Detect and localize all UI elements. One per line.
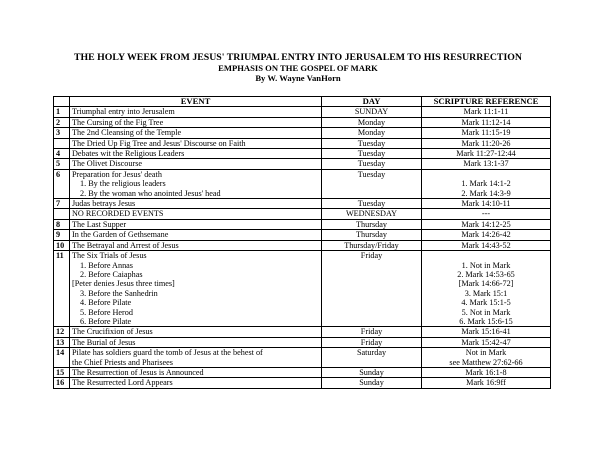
- scripture-line: Mark 11:27-12:44: [456, 149, 516, 159]
- event-cell: [70, 117, 322, 127]
- day-line: [324, 179, 419, 188]
- day-cell: [322, 169, 422, 198]
- event-line: NO RECORDED EVENTS: [72, 209, 164, 219]
- day-line: Monday: [357, 117, 386, 127]
- day-cell: [322, 327, 422, 337]
- scripture-line: 6. Mark 15:6-15: [459, 316, 513, 326]
- row-number: 9: [54, 230, 70, 240]
- day-line: [324, 261, 419, 270]
- table-row: [54, 337, 551, 347]
- scripture-cell: [422, 348, 551, 368]
- row-number: 16: [54, 378, 70, 388]
- scripture-line: Mark 11:15-19: [461, 128, 511, 138]
- row-number: 10: [54, 240, 70, 250]
- day-cell: [322, 219, 422, 229]
- day-line: [324, 289, 419, 298]
- document-header: [0, 52, 596, 83]
- event-line: Pilate has soldiers guard the tomb of Jesus at the behest of: [72, 348, 263, 358]
- day-line: SUNDAY: [354, 107, 389, 117]
- event-line: The Crucifixion of Jesus: [72, 327, 153, 337]
- event-line: Preparation for Jesus' death: [72, 169, 162, 179]
- day-cell: [322, 107, 422, 117]
- event-line: The Olivet Discourse: [72, 159, 143, 169]
- day-line: Sunday: [359, 367, 384, 377]
- event-line: The Dried Up Fig Tree and Jesus' Discourse on Faith: [72, 138, 246, 148]
- day-line: [324, 308, 419, 317]
- day-cell: [322, 209, 422, 219]
- column-header-day: DAY: [322, 97, 422, 107]
- event-line: The Last Supper: [72, 219, 127, 229]
- scripture-line: Mark 14:10-11: [461, 199, 511, 209]
- scripture-cell: [422, 159, 551, 169]
- row-number: 1: [54, 107, 70, 117]
- document-title: THE HOLY WEEK FROM JESUS' TRIUMPAL ENTRY INTO JERUSALEM TO HIS RESURRECTION: [74, 52, 522, 63]
- table-row: [54, 240, 551, 250]
- scripture-cell: [422, 240, 551, 250]
- scripture-line: [Mark 14:66-72]: [458, 279, 514, 289]
- day-cell: [322, 230, 422, 240]
- day-line: Tuesday: [357, 138, 386, 148]
- scripture-line: Mark 11:1-11: [463, 107, 509, 117]
- day-line: Friday: [360, 251, 383, 261]
- table-header-row: [54, 97, 551, 107]
- column-header-number: [54, 97, 70, 107]
- table-row: [54, 199, 551, 209]
- event-cell: [70, 327, 322, 337]
- event-line: 5. Before Herod: [80, 307, 133, 317]
- event-line: In the Garden of Gethsemane: [72, 230, 169, 240]
- event-line: [Peter denies Jesus three times]: [72, 279, 175, 289]
- scripture-line: Mark 14:43-52: [461, 240, 511, 250]
- day-cell: [322, 378, 422, 388]
- day-line: WEDNESDAY: [345, 209, 398, 219]
- row-number: 3: [54, 128, 70, 138]
- day-cell: [322, 149, 422, 159]
- day-line: [324, 189, 419, 198]
- day-cell: [322, 117, 422, 127]
- scripture-line: Mark 15:42-47: [461, 337, 511, 347]
- day-line: [324, 317, 419, 326]
- scripture-line: Mark 15:16-41: [461, 327, 511, 337]
- event-cell: [70, 367, 322, 377]
- event-line: 6. Before Pilate: [80, 316, 132, 326]
- row-number: 12: [54, 327, 70, 337]
- row-number: [54, 138, 70, 148]
- event-line: Debates wit the Religious Leaders: [72, 149, 185, 159]
- row-number: 4: [54, 149, 70, 159]
- event-line: 1. By the religious leaders: [80, 179, 166, 189]
- event-cell: [70, 199, 322, 209]
- row-number: 8: [54, 219, 70, 229]
- table-row: [54, 159, 551, 169]
- day-line: [324, 279, 419, 288]
- day-cell: [322, 128, 422, 138]
- event-cell: [70, 169, 322, 198]
- day-line: Tuesday: [357, 159, 386, 169]
- scripture-line: see Matthew 27:62-66: [449, 357, 523, 367]
- scripture-line: Mark 16:1-8: [465, 367, 507, 377]
- event-line: 2. Before Caiaphas: [80, 269, 143, 279]
- scripture-cell: [422, 128, 551, 138]
- scripture-line: [424, 170, 548, 179]
- scripture-cell: [422, 149, 551, 159]
- scripture-line: Mark 11:12-14: [461, 117, 511, 127]
- table-row: [54, 251, 551, 327]
- row-number: 6: [54, 169, 70, 198]
- table-row: [54, 230, 551, 240]
- scripture-line: 2. Mark 14:3-9: [461, 188, 511, 198]
- table-row: [54, 378, 551, 388]
- day-cell: [322, 159, 422, 169]
- row-number: 15: [54, 367, 70, 377]
- day-cell: [322, 348, 422, 368]
- scripture-line: 1. Not in Mark: [461, 260, 511, 270]
- event-cell: [70, 230, 322, 240]
- event-line: 1. Before Annas: [80, 260, 133, 270]
- event-cell: [70, 128, 322, 138]
- column-header-scripture: SCRIPTURE REFERENCE: [422, 97, 551, 107]
- scripture-line: Mark 16:9ff: [466, 378, 506, 388]
- day-line: Friday: [360, 327, 383, 337]
- scripture-cell: [422, 138, 551, 148]
- row-number: 11: [54, 251, 70, 327]
- event-cell: [70, 219, 322, 229]
- event-line: 2. By the woman who anointed Jesus' head: [80, 188, 221, 198]
- table-row: [54, 367, 551, 377]
- scripture-cell: [422, 107, 551, 117]
- scripture-line: 2. Mark 14:53-65: [457, 269, 515, 279]
- document-author: By W. Wayne VanHorn: [255, 73, 341, 83]
- table-row: [54, 107, 551, 117]
- day-line: Thursday/Friday: [344, 240, 399, 250]
- table-row: [54, 169, 551, 198]
- event-line: The Betrayal and Arrest of Jesus: [72, 240, 179, 250]
- event-line: 3. Before the Sanhedrin: [80, 288, 158, 298]
- event-cell: [70, 348, 322, 368]
- day-line: Thursday: [356, 219, 387, 229]
- scripture-cell: [422, 230, 551, 240]
- event-cell: [70, 251, 322, 327]
- scripture-line: [424, 251, 548, 260]
- scripture-line: 5. Not in Mark: [461, 307, 511, 317]
- scripture-cell: [422, 219, 551, 229]
- table-row: [54, 327, 551, 337]
- row-number: 2: [54, 117, 70, 127]
- scripture-cell: [422, 251, 551, 327]
- table-row: [54, 138, 551, 148]
- event-line: 4. Before Pilate: [80, 298, 132, 308]
- event-line: The Six Trials of Jesus: [72, 251, 147, 261]
- table-row: [54, 219, 551, 229]
- event-line: The Cursing of the Fig Tree: [72, 117, 164, 127]
- day-line: Tuesday: [357, 149, 386, 159]
- scripture-cell: [422, 337, 551, 347]
- day-line: Tuesday: [357, 199, 386, 209]
- event-cell: [70, 337, 322, 347]
- event-cell: [70, 138, 322, 148]
- table-row: [54, 117, 551, 127]
- day-cell: [322, 199, 422, 209]
- scripture-cell: [422, 117, 551, 127]
- event-line: The Resurrection of Jesus is Announced: [72, 367, 204, 377]
- day-cell: [322, 138, 422, 148]
- event-line: Triumphal entry into Jerusalem: [72, 107, 175, 117]
- row-number: 14: [54, 348, 70, 368]
- event-cell: [70, 378, 322, 388]
- scripture-cell: [422, 209, 551, 219]
- row-number: [54, 209, 70, 219]
- event-cell: [70, 209, 322, 219]
- event-line: The Burial of Jesus: [72, 337, 136, 347]
- day-line: [324, 298, 419, 307]
- day-line: Thursday: [356, 230, 387, 240]
- scripture-line: Mark 13:1-37: [463, 159, 509, 169]
- table-row: [54, 348, 551, 368]
- scripture-cell: [422, 199, 551, 209]
- event-cell: [70, 149, 322, 159]
- day-line: Monday: [357, 128, 386, 138]
- table-row: [54, 209, 551, 219]
- day-line: Saturday: [356, 348, 387, 358]
- scripture-line: ---: [481, 209, 491, 219]
- event-cell: [70, 159, 322, 169]
- document-subtitle: EMPHASIS ON THE GOSPEL OF MARK: [218, 63, 378, 73]
- scripture-cell: [422, 327, 551, 337]
- table-body: [54, 107, 551, 388]
- event-line: The Resurrected Lord Appears: [72, 378, 173, 388]
- day-cell: [322, 337, 422, 347]
- row-number: 5: [54, 159, 70, 169]
- event-line: Judas betrays Jesus: [72, 199, 136, 209]
- scripture-line: Mark 14:12-25: [461, 219, 511, 229]
- scripture-line: 1. Mark 14:1-2: [461, 179, 511, 189]
- event-cell: [70, 107, 322, 117]
- event-cell: [70, 240, 322, 250]
- day-cell: [322, 240, 422, 250]
- table-row: [54, 149, 551, 159]
- row-number: 13: [54, 337, 70, 347]
- day-line: [324, 358, 419, 367]
- scripture-line: Mark 14:26-42: [461, 230, 511, 240]
- scripture-cell: [422, 378, 551, 388]
- row-number: 7: [54, 199, 70, 209]
- day-line: [324, 270, 419, 279]
- scripture-line: Not in Mark: [465, 348, 507, 358]
- event-line: the Chief Priests and Pharisees: [72, 357, 173, 367]
- holy-week-table: [53, 96, 551, 389]
- day-line: Friday: [360, 337, 383, 347]
- scripture-line: 3. Mark 15:1: [464, 288, 508, 298]
- day-line: Sunday: [359, 378, 384, 388]
- day-cell: [322, 251, 422, 327]
- event-line: The 2nd Cleansing of the Temple: [72, 128, 182, 138]
- scripture-line: Mark 11:20-26: [461, 138, 511, 148]
- table-row: [54, 128, 551, 138]
- day-line: Tuesday: [357, 169, 386, 179]
- scripture-cell: [422, 169, 551, 198]
- scripture-cell: [422, 367, 551, 377]
- scripture-line: 4. Mark 15:1-5: [461, 298, 511, 308]
- day-cell: [322, 367, 422, 377]
- column-header-event: EVENT: [70, 97, 322, 107]
